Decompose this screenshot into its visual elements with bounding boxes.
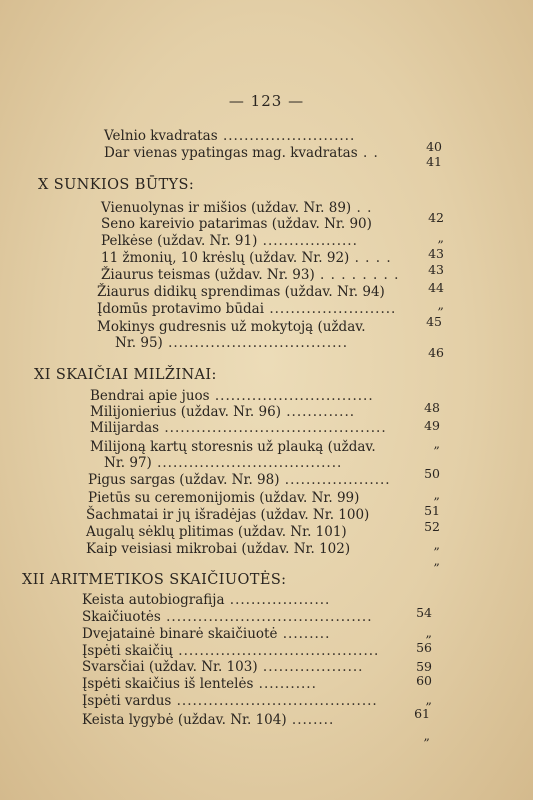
toc-entry-title: Milijardas [90,420,160,436]
toc-entry-title: Dar vienas ypatingas mag. kvadratas [104,145,358,161]
toc-entry-title: Augalų sėklų plitimas (uždav. Nr. 101) [86,524,347,540]
toc-entry-title: Pigus sargas (uždav. Nr. 98) [88,472,280,488]
toc-leader: ................... [257,659,364,675]
toc-entry-page: 44 [428,280,444,295]
toc-entry-page: „ [433,537,440,552]
toc-entry [82,676,317,692]
toc-entry-title: Žiaurus didikų sprendimas (uždav. Nr. 94) [97,284,385,300]
toc-entry-title: Žiaurus teismas (uždav. Nr. 93) [101,267,315,283]
toc-entry-title: Mokinys gudresnis už mokytoją (uždav. [97,319,366,335]
toc-entry-page: 41 [426,154,442,169]
toc-entry [82,712,334,728]
toc-entry-title: Įspėti skaičių [82,643,173,659]
toc-entry [82,643,379,659]
toc-entry [101,216,372,232]
toc-entry-page: 52 [424,519,440,534]
toc-entry-page: 59 [416,659,432,674]
toc-entry [82,659,363,675]
toc-entry [90,404,355,420]
toc-entry [82,693,378,709]
toc-entry-title: Skaičiuotės [82,609,161,625]
toc-entry [88,490,359,506]
toc-entry [101,250,392,266]
toc-entry-title: Pietūs su ceremonijomis (uždav. Nr. 99) [88,490,360,506]
toc-entry [82,609,373,625]
toc-entry-title: Įspėti vardus [82,693,172,709]
toc-entry [104,455,342,471]
toc-entry-title: Įspėti skaičius iš lentelės [82,676,254,692]
toc-entry-page: „ [437,230,444,245]
toc-entry-title: Vienuolynas ir mišios (uždav. Nr. 89) [101,200,352,216]
toc-leader: ...................................... [171,693,378,709]
toc-entry-page: „ [425,692,432,707]
toc-entry-page: 51 [424,503,440,518]
toc-entry-title: Šachmatai ir jų išradėjas (uždav. Nr. 100) [86,507,370,523]
toc-entry-page: 43 [428,262,444,277]
toc-entry-page: 54 [416,605,432,620]
toc-entry-page: 46 [428,345,444,360]
toc-entry [90,439,376,455]
toc-leader: ................................... [151,455,343,471]
toc-leader: ................... [224,592,331,608]
toc-entry-page: 60 [416,673,432,688]
page-number: — 123 — [228,92,305,110]
toc-entry-page: 45 [426,314,442,329]
toc-entry [86,507,369,523]
toc-entry [101,233,358,249]
toc-entry [82,592,330,608]
toc-entry [82,626,330,642]
toc-entry-title: Keista lygybė (uždav. Nr. 104) [82,712,287,728]
toc-entry [90,420,387,436]
toc-entry [88,472,391,488]
toc-leader: ....................................... [160,609,373,625]
toc-entry-page: „ [433,487,440,502]
toc-entry [104,145,379,161]
toc-entry-page: 56 [416,640,432,655]
toc-entry [86,541,350,557]
toc-leader: ...................................... [172,643,380,659]
toc-entry-page: 40 [426,139,442,154]
toc-entry-page: „ [437,297,444,312]
toc-entry-page: „ [425,625,432,640]
toc-entry-page: „ [423,728,430,743]
toc-leader: . . [357,145,379,161]
toc-entry-title: Pelkėse (uždav. Nr. 91) [101,233,258,249]
toc-entry [86,524,347,540]
toc-entry [97,301,396,317]
toc-entry-page: 42 [428,210,444,225]
toc-entry [97,319,366,335]
toc-entry-title: Kaip veisiasi mikrobai (uždav. Nr. 102) [86,541,351,557]
toc-leader: ......... [277,626,331,642]
toc-leader: . . . . [349,250,392,266]
toc-entry-page: 48 [424,400,440,415]
toc-leader: .............................. [209,388,374,404]
toc-entry-page: 43 [428,246,444,261]
toc-leader: .................................. [162,335,349,351]
toc-entry-page: 49 [424,418,440,433]
toc-leader: ........... [253,676,317,692]
toc-entry-title: Dvejatainė binarė skaičiuotė [82,626,278,642]
toc-leader: ......................... [217,128,356,144]
toc-entry-title: Seno kareivio patarimas (uždav. Nr. 90) [101,216,372,232]
toc-leader: ........ [286,712,335,728]
toc-entry-page: „ [433,553,440,568]
section-heading: XI SKAIČIAI MILŽINAI: [34,367,217,383]
toc-entry-title: 11 žmonių, 10 krėslų (uždav. Nr. 92) [101,250,350,266]
toc-entry-page: 61 [414,706,430,721]
section-heading: XII ARITMETIKOS SKAIČIUOTĖS: [22,572,287,588]
toc-leader: ........................ [264,301,397,317]
toc-leader: . . [351,200,373,216]
toc-entry [97,284,385,300]
toc-entry-page: 50 [424,466,440,481]
toc-leader: .................. [257,233,358,249]
toc-entry [101,267,399,283]
toc-entry-page: „ [433,436,440,451]
toc-entry [90,388,374,404]
toc-entry-title: Nr. 97) [104,455,152,471]
toc-leader: . . . . . . . . [314,267,400,283]
toc-entry-title: Nr. 95) [115,335,163,351]
toc-entry [115,335,348,351]
toc-leader: .................... [279,472,391,488]
toc-entry-title: Keista autobiografija [82,592,225,608]
section-heading: X SUNKIOS BŪTYS: [38,177,195,193]
toc-leader: .......................................... [159,420,387,436]
toc-entry-title: Bendrai apie juos [90,388,210,404]
toc-entry [104,128,355,144]
toc-entry-title: Milijonierius (uždav. Nr. 96) [90,404,281,420]
toc-entry-title: Milijoną kartų storesnis už plauką (uždav. [90,439,376,455]
toc-leader: ............. [280,404,356,420]
toc-entry-title: Svarsčiai (uždav. Nr. 103) [82,659,258,675]
toc-entry [101,200,372,216]
toc-entry-title: Įdomūs protavimo būdai [97,301,265,317]
toc-entry-title: Velnio kvadratas [104,128,218,144]
